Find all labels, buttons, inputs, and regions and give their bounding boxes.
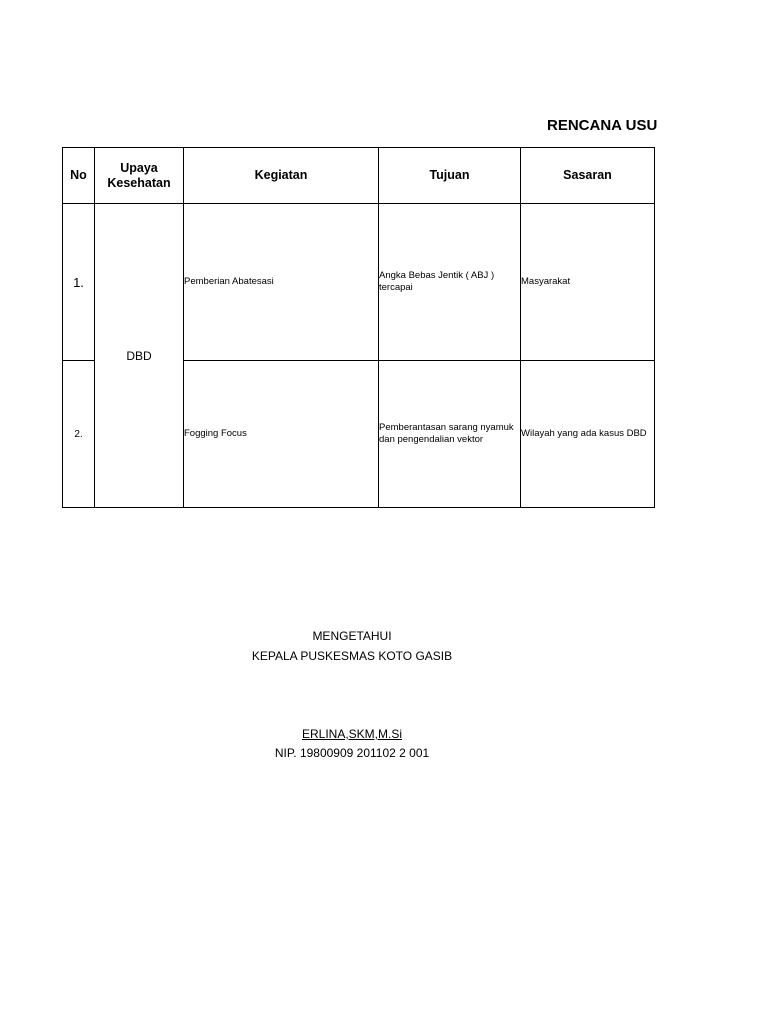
kegiatan-cell: Fogging Focus xyxy=(184,361,379,508)
table-header-row xyxy=(63,148,655,204)
row-number: 2. xyxy=(63,361,95,508)
header-sasaran: Sasaran xyxy=(521,148,655,204)
header-kegiatan: Kegiatan xyxy=(184,148,379,204)
row-number: 1. xyxy=(63,204,95,361)
signature-position: KEPALA PUSKESMAS KOTO GASIB xyxy=(251,649,453,663)
table-row xyxy=(63,204,655,361)
header-upaya-line2: Kesehatan xyxy=(107,175,171,190)
header-upaya-kesehatan xyxy=(95,148,184,204)
plan-table xyxy=(62,147,655,508)
document-title: RENCANA USU xyxy=(547,117,658,134)
sasaran-cell: Wilayah yang ada kasus DBD xyxy=(521,361,655,508)
header-upaya-line1: Upaya xyxy=(120,160,158,175)
kegiatan-cell: Pemberian Abatesasi xyxy=(184,204,379,361)
sasaran-cell: Masyarakat xyxy=(521,204,655,361)
tujuan-cell: Pemberantasan sarang nyamuk dan pengendalian vektor xyxy=(379,361,521,508)
header-tujuan: Tujuan xyxy=(379,148,521,204)
signature-nip: NIP. 19800909 201102 2 001 xyxy=(274,746,430,760)
signature-label: MENGETAHUI xyxy=(312,629,392,643)
header-no: No xyxy=(63,148,95,204)
upaya-kesehatan-value: DBD xyxy=(95,204,184,508)
tujuan-cell: Angka Bebas Jentik ( ABJ ) tercapai xyxy=(379,204,521,361)
signature-name: ERLINA,SKM,M.Si xyxy=(301,727,403,741)
